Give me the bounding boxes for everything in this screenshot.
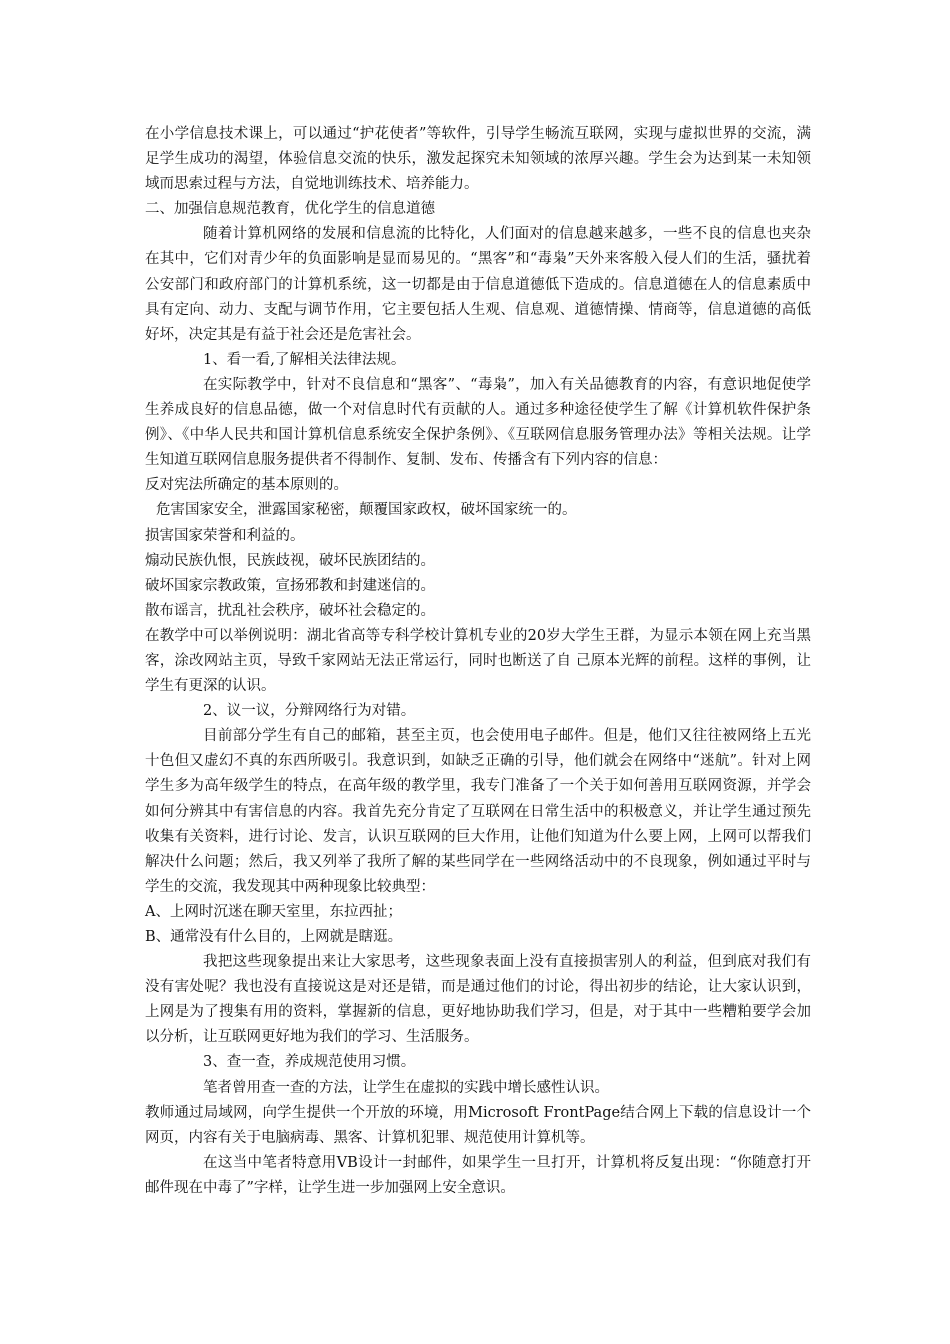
paragraph-lan-environment: 教师通过局域网，向学生提供一个开放的环境，用Microsoft FrontPage结合网上下载的信息设计一个网页，内容有关于电脑病毒、黑客、计算机犯罪、规范使用计算机等。 [145,1104,811,1146]
list-item: 散布谣言，扰乱社会秩序，破坏社会稳定的。 [145,602,435,619]
paragraph-vb-email: 在这当中笔者特意用VB设计一封邮件，如果学生一旦打开，计算机将反复出现：“你随意打开邮件现在中毒了”字样，让学生进一步加强网上安全意识。 [145,1154,811,1196]
subheading-laws: 1、看一看,了解相关法律法规。 [203,351,406,368]
list-item: 危害国家安全，泄露国家秘密，颠覆国家政权，破坏国家统一的。 [156,502,577,519]
subheading-habits: 3、查一查，养成规范使用习惯。 [203,1054,416,1071]
document-body [145,122,811,1201]
list-item: A、上网时沉迷在聊天室里，东拉西扯； [145,903,402,920]
list-item: 破坏国家宗教政策，宣扬邪教和封建迷信的。 [145,577,435,594]
list-item: 反对宪法所确定的基本原则的。 [145,477,348,494]
paragraph-reflection: 我把这些现象提出来让大家思考，这些现象表面上没有直接损害别人的利益，但到底对我们有没有害处呢？我也没有直接说这是对还是错，而是通过他们的讨论，得出初步的结论，让大家认识到，上网是为了搜集有用的资料，掌握新的信息，更好地协助我们学习，但是，对于其中一些糟粕要学会加以分析，让互联网更好地为我们的学习、生活服务。 [145,954,811,1046]
section-heading: 二、加强信息规范教育，优化学生的信息道德 [145,201,435,218]
list-item: 损害国家荣誉和利益的。 [145,527,305,544]
paragraph-example: 在教学中可以举例说明：湖北省高等专科学校计算机专业的20岁大学生王群，为显示本领在网上充当黑客，涂改网站主页，导致千家网站无法正常运行，同时也断送了自 己原本光辉的前程。这样的事例，让学生有更深的认识。 [145,627,811,695]
paragraph-information-ethics: 随着计算机网络的发展和信息流的比特化，人们面对的信息越来越多，一些不良的信息也夹杂在其中，它们对青少年的负面影响是显而易见的。“黑客”和“毒枭”天外来客般入侵人们的生活，骚扰着公安部门和政府部门的计算机系统，这一切都是由于信息道德低下造成的。信息道德在人的信息素质中具有定向、动力、支配与调节作用，它主要包括人生观、信息观、道德情操、情商等，信息道德的高低好坏，决定其是有益于社会还是危害社会。 [145,226,811,343]
paragraph-teaching-practice: 在实际教学中，针对不良信息和“黑客”、“毒枭”，加入有关品德教育的内容，有意识地促使学生养成良好的信息品德，做一个对信息时代有贡献的人。通过多种途径使学生了解《计算机软件保护条例》、《中华人民共和国计算机信息系统安全保护条例》、《互联网信息服务管理办法》等相关法规。让学生知道互联网信息服务提供者不得制作、复制、发布、传播含有下列内容的信息： [145,376,811,469]
subheading-discussion: 2、议一议，分辩网络行为对错。 [203,703,416,720]
paragraph-method: 笔者曾用查一查的方法，让学生在虚拟的实践中增长感性认识。 [203,1079,609,1096]
list-item: 煽动民族仇恨，民族歧视，破坏民族团结的。 [145,552,435,569]
paragraph-email-usage: 目前部分学生有自己的邮箱，甚至主页，也会使用电子邮件。但是，他们又往往被网络上五光十色但又虚幻不真的东西所吸引。我意识到，如缺乏正确的引导，他们就会在网络中“迷航”。针对上网学生多为高年级学生的特点，在高年级的教学里，我专门准备了一个关于如何善用互联网资源，并学会如何分辨其中有害信息的内容。我首先充分肯定了互联网在日常生活中的积极意义，并让学生通过预先收集有关资料，进行讨论、发言，认识互联网的巨大作用，让他们知道为什么要上网，上网可以帮我们解决什么问题；然后，我又列举了我所了解的某些同学在一些网络活动中的不良现象，例如通过平时与学生的交流，我发现其中两种现象比较典型： [145,728,811,895]
list-item: B、通常没有什么目的，上网就是瞎逛。 [145,929,403,945]
paragraph-intro: 在小学信息技术课上，可以通过“护花使者”等软件，引导学生畅流互联网，实现与虚拟世界的交流，满足学生成功的渴望，体验信息交流的快乐，激发起探究未知领域的浓厚兴趣。学生会为达到某一未知领域而思索过程与方法，自觉地训练技术、培养能力。 [145,126,811,193]
